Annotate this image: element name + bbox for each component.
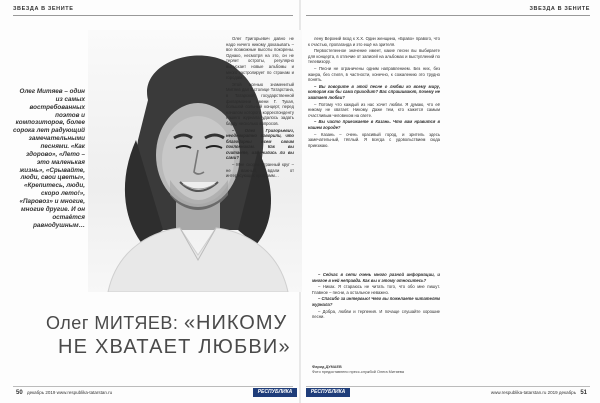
folio-left: [13, 390, 112, 396]
footer-rule-left: [13, 386, 293, 387]
footer-rule-right: [306, 386, 590, 387]
folio-right-text: www.respublika-tatarstan.ru 2019 декабрь: [490, 390, 577, 395]
column-a-question: – Олег Григорьевич, неоднократно говорили, что благодарны всем своим поклонникам. Как вы считаете, изменились ли вы сами?: [226, 127, 294, 161]
column-b-question: – Вы говорите в этой песне о любви ко всему миру, которая как бы сама приходит? Вас спрашивают, почему не хватает любви?: [308, 83, 440, 100]
column-a-paragraph: – Мне скорее странный круг – не важный, вдали от интересующих программ…: [226, 162, 294, 179]
author-name: Фарид ДУМАЕВ: [312, 365, 342, 369]
column-b-paragraph: Первостепенное значение имеет, какие песни вы выбираете для концерта, в отличие от записей на альбомах и выступлений по телевизору.: [308, 48, 440, 65]
photo-credit: Фото предоставлено пресс-службой Олега Митяева: [312, 369, 404, 374]
rubric-rule-left: [13, 15, 293, 16]
rubric-left: ЗВЕЗДА В ЗЕНИТЕ: [13, 6, 74, 12]
column-c-paragraph: – Добра, любви и терпения. И почаще слушайте хорошие песни.: [312, 308, 440, 320]
column-b-paragraph: – Песни не ограничены одним направлением. Без них, без жанра, без стиля, в частности, конечно, к сожалению это трудно понять.: [308, 65, 440, 83]
article-column-c: [312, 272, 440, 360]
column-c-question: – Сейчас в сети очень много разной информации, и многое в ней неправда. Как вы к этому относитесь?: [312, 272, 440, 283]
column-a-paragraph: Этой осенью знаменитый Митяев дал в столице Татарстана, в Татарской государственной филармонии имени Г. Тукая, большой сольный концерт, перед началом которого корреспонденту нашего журнала удалось задать барду несколько вопросов.: [226, 81, 294, 126]
column-b-question: – Вы часто приезжаете в Казань. Что вам нравится в нашем городе?: [308, 119, 440, 130]
magazine-logo-right: РЕСПУБЛИКА: [306, 388, 350, 397]
article-column-b: [308, 36, 440, 261]
title-name: Олег МИТЯЕВ:: [46, 313, 179, 333]
column-a-paragraph: Олег Григорьевич давно не надо ничего никому доказывать – все возможные высоты покорены. Однако, несмотря на это, он не теряет остроты, регулярно выпускает новые альбомы и много гастролирует по странам и городам.: [226, 36, 294, 81]
column-b-paragraph: – Потому что каждый из нас хочет любви. Я думаю, что её никому не хватает. Никому. Даже тем, кто кажется самым счастливым человеком на свете.: [308, 101, 440, 118]
page-number-right: 51: [580, 390, 587, 396]
column-c-question: – Спасибо за интервью! Чего вы пожелаете читателям журнала?: [312, 296, 440, 307]
folio-right: [491, 390, 590, 396]
rubric-right: ЗВЕЗДА В ЗЕНИТЕ: [529, 6, 590, 12]
column-b-paragraph: лену Верхний вход к Х.Х. Один женщина, «Браво» правого, что к счастью, пропаганда и это ещё на зрителя.: [308, 36, 440, 47]
column-c-paragraph: – Никак. Я стараюсь не читать того, что обо мне пишут. Главное – песни, а остальное неважно.: [312, 284, 440, 295]
page-number-left: 50: [16, 390, 23, 396]
article-column-a: [226, 36, 294, 391]
article-title-line-2: НЕ ХВАТАЕТ ЛЮБВИ»: [58, 336, 291, 358]
pull-quote: Олег Митяев – один из самых востребованных поэтов и композиторов, более сорока лет радующий замечательными песнями. «Как здорово», «Лето – это маленькая жизнь», «Срывайте, люди, свои цветы», «Крепитесь, люди, скоро лето!», «Паровоз» и многие, многие другие. И он остаётся равнодушным…: [13, 88, 86, 229]
magazine-logo-left: РЕСПУБЛИКА: [253, 388, 297, 397]
article-credit: [312, 365, 472, 375]
rubric-rule-right: [306, 15, 590, 16]
folio-left-text: декабрь 2019 www.respublika-tatarstan.ru: [26, 390, 113, 395]
column-b-paragraph: – Казань – очень красивый город, и зритель здесь замечательный, тёплый. Я всегда с удовольствием сюда приезжаю.: [308, 131, 440, 148]
title-quote-start: «НИКОМУ: [183, 312, 288, 334]
